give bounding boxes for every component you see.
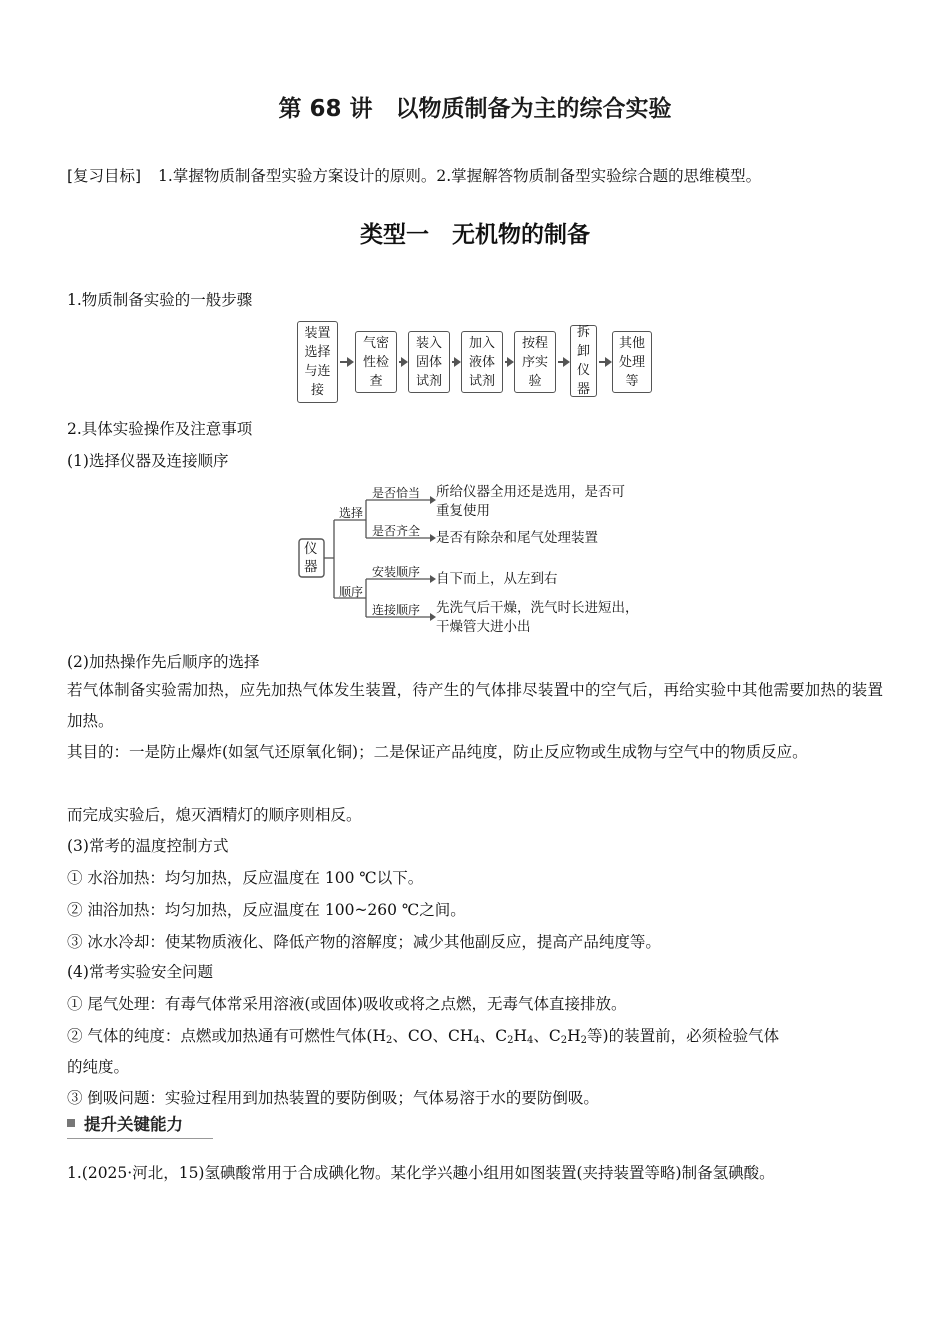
subscript: 4 — [473, 1035, 480, 1046]
sub2-paragraph-2: 其目的：一是防止爆炸(如氢气还原氧化铜)；二是保证产品纯度，防止反应物或生成物与空气中的物质反应。 — [67, 743, 808, 761]
sub3-item-2: ② 油浴加热：均匀加热，反应温度在 100~260 ℃之间。 — [67, 901, 466, 919]
step2-heading: 2.具体实验操作及注意事项 — [67, 420, 253, 438]
review-goal-text: 1.掌握物质制备型实验方案设计的原则。2.掌握解答物质制备型实验综合题的思维模型。 — [158, 167, 762, 185]
text-segment: 、C — [533, 1027, 561, 1045]
tree-a4-line1: 先洗气后干燥，洗气时长进短出， — [436, 600, 639, 616]
sub3-item-3: ③ 冰水冷却：使某物质液化、降低产物的溶解度；减少其他副反应，提高产品纯度等。 — [67, 933, 661, 951]
square-bullet-icon — [67, 1119, 75, 1127]
tree-q2: 是否齐全 — [372, 524, 421, 538]
subscript: 4 — [526, 1035, 534, 1046]
subscript: 2 — [580, 1035, 588, 1046]
sub2-paragraph-1: 若气体制备实验需加热，应先加热气体发生装置，待产生的气体排尽装置中的空气后，再给实验中其他需要加热的装置加热。 — [67, 681, 883, 730]
text-segment: H — [567, 1027, 581, 1045]
tree-a2: 是否有除杂和尾气处理装置 — [436, 530, 598, 546]
tree-q4: 连接顺序 — [372, 603, 421, 617]
tree-q1: 是否恰当 — [372, 486, 421, 500]
sub2-heading: (2)加热操作先后顺序的选择 — [67, 653, 260, 671]
tree-lines — [0, 0, 950, 660]
subscript: 2 — [560, 1035, 568, 1046]
step-label: 加入液体试剂 — [468, 335, 495, 389]
sub3-heading: (3)常考的温度控制方式 — [67, 837, 229, 855]
step-label: 气密性检查 — [362, 335, 389, 389]
text-segment: H — [513, 1027, 527, 1045]
key-ability-label: 提升关键能力 — [84, 1115, 183, 1134]
question-1: 1.(2025·河北，15)氢碘酸常用于合成碘化物。某化学兴趣小组用如图装置(夹持装置等略)制备氢碘酸。 — [67, 1164, 775, 1182]
text-segment: 、CO、CH — [392, 1027, 474, 1045]
step-label: 其他处理等 — [618, 335, 645, 389]
key-ability-banner — [67, 1110, 213, 1139]
sub4-item-3: ③ 倒吸问题：实验过程用到加热装置的要防倒吸；气体易溶于水的要防倒吸。 — [67, 1089, 599, 1107]
tree-a1-line1: 所给仪器全用还是选用，是否可 — [436, 484, 625, 500]
text-segment: 、C — [479, 1027, 508, 1045]
tree-branch-select: 选择 — [339, 506, 364, 520]
sub2-paragraph-3: 而完成实验后，熄灭酒精灯的顺序则相反。 — [67, 806, 362, 824]
tree-branch-order: 顺序 — [339, 585, 364, 599]
text-segment: 等)的装置前，必须检验气体 — [587, 1027, 780, 1045]
step1-heading: 1.物质制备实验的一般步骤 — [67, 291, 253, 309]
sub1-heading: (1)选择仪器及连接顺序 — [67, 452, 229, 470]
sub4-item-1: ① 尾气处理：有毒气体常采用溶液(或固体)吸收或将之点燃，无毒气体直接排放。 — [67, 995, 627, 1013]
step-label: 按程序实验 — [521, 335, 548, 389]
section-title: 类型一 无机物的制备 — [360, 222, 590, 248]
step-label: 装置选择与连接 — [304, 326, 331, 398]
subscript: 2 — [507, 1035, 514, 1046]
step-label: 拆卸仪器 — [576, 325, 590, 397]
tree-q3: 安装顺序 — [372, 565, 421, 579]
tree-a1-line2: 重复使用 — [436, 503, 490, 519]
subscript: 2 — [386, 1035, 393, 1046]
sub3-item-1: ① 水浴加热：均匀加热，反应温度在 100 ℃以下。 — [67, 869, 424, 887]
sub4-item-2-continued: 的纯度。 — [67, 1058, 130, 1076]
sub4-heading: (4)常考实验安全问题 — [67, 963, 213, 981]
sub4-item-2 — [67, 1024, 779, 1046]
text-segment: ② 气体的纯度：点燃或加热通有可燃性气体(H — [67, 1027, 386, 1045]
tree-a3: 自下而上，从左到右 — [436, 571, 558, 587]
tree-root-label: 仪器 — [304, 541, 318, 575]
tree-a4-line2: 干燥管大进小出 — [436, 619, 531, 635]
review-goal-label: [复习目标] — [67, 167, 142, 185]
page-title: 第 68 讲 以物质制备为主的综合实验 — [278, 96, 672, 122]
step-label: 装入固体试剂 — [415, 335, 442, 389]
